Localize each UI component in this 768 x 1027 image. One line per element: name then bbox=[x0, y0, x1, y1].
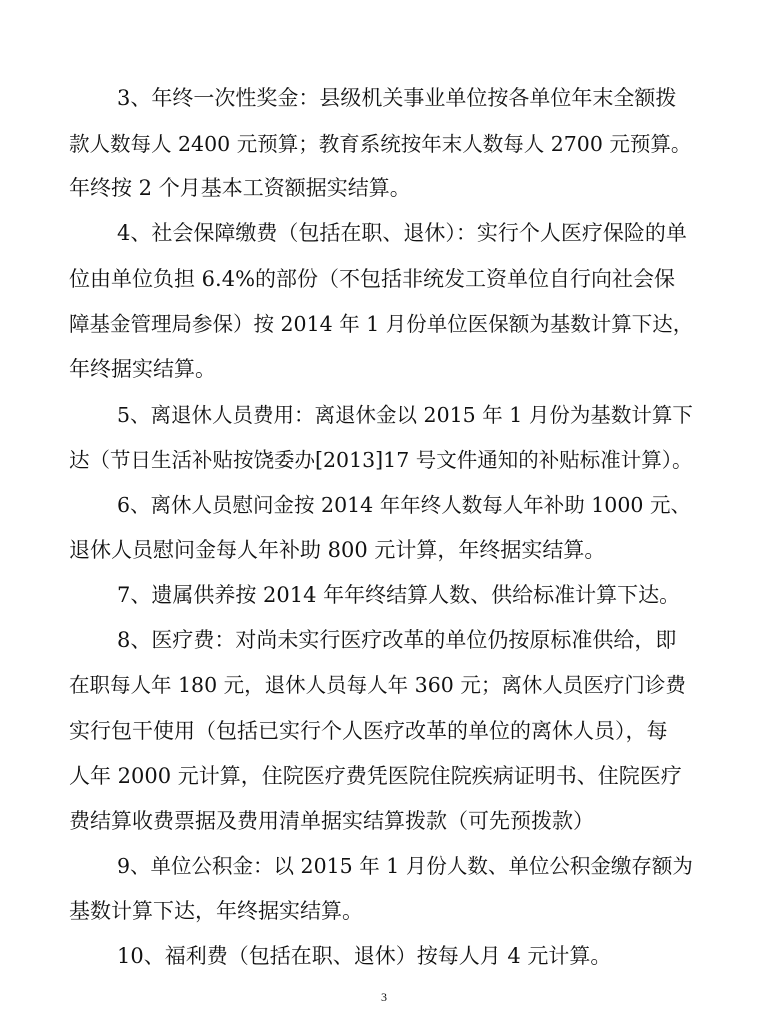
paragraph-line: 位由单位负担 6.4%的部份（不包括非统发工资单位自行向社会保 bbox=[69, 267, 676, 291]
paragraph-line: 8、医疗费：对尚未实行医疗改革的单位仍按原标准供给，即 bbox=[117, 628, 677, 652]
paragraph-line: 款人数每人 2400 元预算；教育系统按年末人数每人 2700 元预算。 bbox=[69, 132, 692, 156]
paragraph-line: 年终按 2 个月基本工资额据实结算。 bbox=[69, 176, 411, 200]
paragraph-line: 6、离休人员慰问金按 2014 年年终人数每人年补助 1000 元、 bbox=[117, 493, 691, 517]
paragraph-line: 人年 2000 元计算，住院医疗费凭医院住院疾病证明书、住院医疗 bbox=[69, 764, 682, 788]
paragraph-line: 障基金管理局参保）按 2014 年 1 月份单位医保额为基数计算下达， bbox=[69, 312, 694, 336]
paragraph-line: 费结算收费票据及费用清单据实结算拨款（可先预拨款） bbox=[69, 809, 594, 833]
page-number: 3 bbox=[381, 990, 387, 1004]
paragraph-line: 实行包干使用（包括已实行个人医疗改革的单位的离休人员），每 bbox=[69, 719, 668, 743]
paragraph-line: 年终据实结算。 bbox=[69, 357, 216, 381]
paragraph-line: 在职每人年 180 元，退休人员每人年 360 元；离休人员医疗门诊费 bbox=[69, 673, 686, 697]
paragraph-line: 7、遗属供养按 2014 年年终结算人数、供给标准计算下达。 bbox=[117, 583, 681, 607]
paragraph-line: 5、离退休人员费用：离退休金以 2015 年 1 月份为基数计算下 bbox=[117, 403, 693, 427]
paragraph-line: 达（节日生活补贴按饶委办[2013]17 号文件通知的补贴标准计算）。 bbox=[69, 448, 693, 472]
paragraph-line: 基数计算下达，年终据实结算。 bbox=[69, 899, 363, 923]
paragraph-line: 10、福利费（包括在职、退休）按每人月 4 元计算。 bbox=[117, 944, 612, 968]
paragraph-line: 3、年终一次性奖金：县级机关事业单位按各单位年末全额拨 bbox=[117, 86, 677, 110]
paragraph-line: 4、社会保障缴费（包括在职、退休）：实行个人医疗保险的单 bbox=[117, 221, 687, 245]
paragraph-line: 9、单位公积金：以 2015 年 1 月份人数、单位公积金缴存额为 bbox=[117, 854, 693, 878]
paragraph-line: 退休人员慰问金每人年补助 800 元计算，年终据实结算。 bbox=[69, 538, 606, 562]
